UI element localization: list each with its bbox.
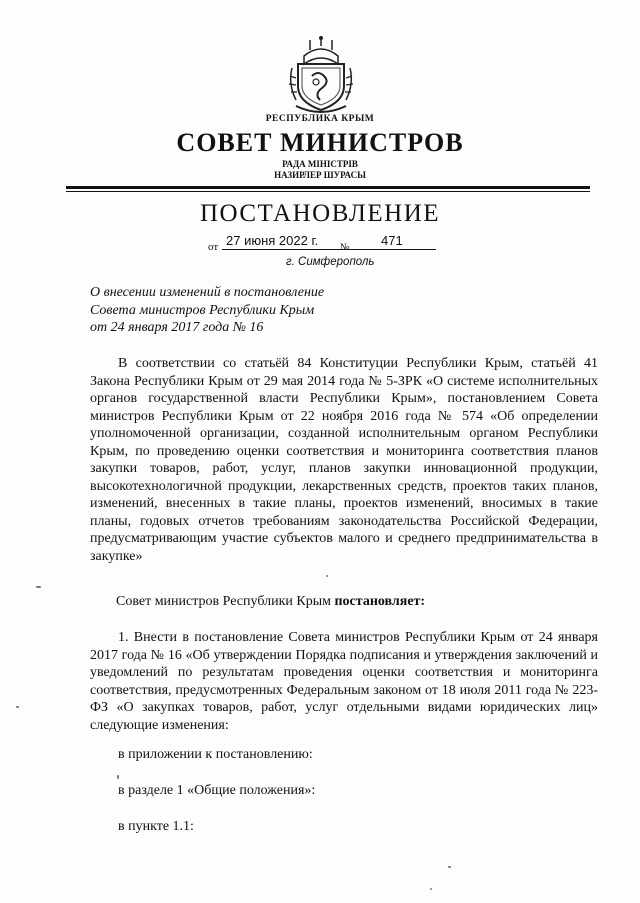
council-name-tatar: НАЗИРЛЕР ШУРАСЫ [274,170,366,180]
scan-speck [36,586,41,588]
subject-line: Совета министров Республики Крым [90,302,315,318]
republic-name: РЕСПУБЛИКА КРЫМ [265,114,375,124]
council-name-ukrainian: РАДА МІНІСТРІВ [282,159,358,169]
document-title: ПОСТАНОВЛЕНИЕ [199,200,441,227]
item-1-paragraph: 1. Внести в постановление Совета министров Республики Крым от 24 января 2017 года № 16 «Об утверждении Порядка подписания и утверждения заключений и уведомлений по результатам проведения оценки соответствия и мониторинга соответствия, предусмотренных Федеральным законом от 18 июля 2011 года № 223-ФЗ «О закупках товаров, работ, услуг отдельными видами юридических лиц» следующие изменения: [90,630,598,733]
crimea-coat-of-arms-icon [286,34,356,114]
document-subject [90,284,324,337]
scan-speck [448,866,451,868]
document-date: 27 июня 2022 г. [226,233,319,248]
subject-line: О внесении изменений в постановление [90,285,325,300]
document-city: г. Симферополь [286,256,375,268]
header-divider-thick [66,186,590,189]
scan-speck [326,575,328,577]
date-prefix: от [208,241,219,253]
subject-line: от 24 января 2017 года № 16 [90,320,264,335]
document-number: 471 [381,233,403,248]
header-divider-thin [66,191,590,192]
council-name-translations [0,159,640,181]
scan-speck [16,706,19,708]
point-line: в пункте 1.1: [118,819,194,834]
scan-speck [117,775,119,779]
resolves-keyword: постановляет: [334,594,426,609]
registration-line [208,233,436,253]
registration-underline [222,249,436,250]
preamble-paragraph: В соответствии со статьёй 84 Конституции Республики Крым, статьёй 41 Закона Республики Крым от 29 мая 2014 года № 5-ЗРК «О системе исполнительных органов государственной власти Республики Крым», постановлением Совета министров Республики Крым от 22 ноября 2016 года № 574 «Об определении уполномоченной организации, созданной исполнительным органом Республики Крым, по проведению оценки соответствия и мониторинга соответствия планов закупки товаров, работ, услуг, планов закупки инновационной продукции, высокотехнологичной продукции, лекарственных средств, проектов таких планов, изменений, внесенных в такие планы, проектов изменений, вносимых в такие планы, годовых отчетов требованиям законодательства Российской Федерации, предусматривающим участие субъектов малого и среднего предпринимательства в закупке» [90,356,598,564]
appendix-line: в приложении к постановлению: [118,747,313,762]
resolves-paragraph [90,593,598,611]
scan-speck [430,888,432,890]
resolves-lead: Совет министров Республики Крым [116,594,335,609]
number-prefix: № [340,242,350,253]
council-name: СОВЕТ МИНИСТРОВ [176,128,464,157]
section-line: в разделе 1 «Общие положения»: [118,783,316,798]
